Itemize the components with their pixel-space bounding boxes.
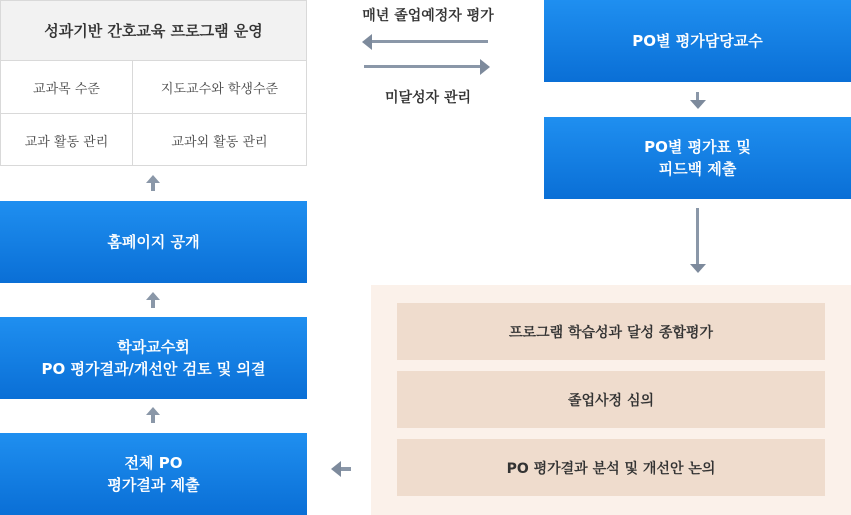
graduation-review-item: 졸업사정 심의 bbox=[397, 371, 825, 428]
submit-results-box bbox=[0, 433, 307, 515]
homepage-publish-box bbox=[0, 201, 307, 283]
underachiever-management-label: 미달성자 관리 bbox=[384, 90, 472, 106]
table-title: 성과기반 간호교육 프로그램 운영 bbox=[1, 1, 306, 61]
submit-results-line-1: 전체 PO bbox=[124, 454, 183, 472]
arrow-up-icon bbox=[146, 292, 160, 308]
table-cell-advisor-student-level: 지도교수와 학생수준 bbox=[160, 81, 279, 97]
program-outcome-evaluation-item: 프로그램 학습성과 달성 종합평가 bbox=[397, 303, 825, 360]
arrow-left-icon bbox=[362, 34, 488, 50]
submit-results-line-2: 평가결과 제출 bbox=[107, 476, 200, 494]
po-professor-box bbox=[544, 0, 851, 82]
homepage-publish-label: 홈페이지 공개 bbox=[107, 233, 200, 251]
arrow-down-icon bbox=[690, 208, 706, 273]
arrow-up-icon bbox=[146, 407, 160, 423]
arrow-right-icon bbox=[364, 59, 490, 75]
arrow-up-icon bbox=[146, 175, 160, 191]
arrow-down-icon bbox=[690, 92, 706, 109]
faculty-meeting-box bbox=[0, 317, 307, 399]
po-analysis-discussion-item: PO 평가결과 분석 및 개선안 논의 bbox=[397, 439, 825, 496]
table-cell-curricular-activity: 교과 활동 관리 bbox=[24, 134, 109, 150]
po-feedback-box bbox=[544, 117, 851, 199]
annual-graduate-evaluation-label: 매년 졸업예정자 평가 bbox=[362, 8, 494, 24]
faculty-meeting-line-2: PO 평가결과/개선안 검토 및 의결 bbox=[41, 360, 266, 378]
table-cell-course-level: 교과목 수준 bbox=[33, 81, 100, 97]
po-feedback-line-2: 피드백 제출 bbox=[658, 160, 737, 178]
faculty-meeting-line-1: 학과교수회 bbox=[117, 338, 190, 356]
po-feedback-line-1: PO별 평가표 및 bbox=[644, 138, 751, 156]
table-cell-extracurricular-activity: 교과외 활동 관리 bbox=[171, 134, 268, 150]
arrow-left-icon bbox=[331, 461, 353, 477]
program-operation-table bbox=[0, 0, 307, 166]
po-professor-label: PO별 평가담당교수 bbox=[632, 32, 763, 50]
